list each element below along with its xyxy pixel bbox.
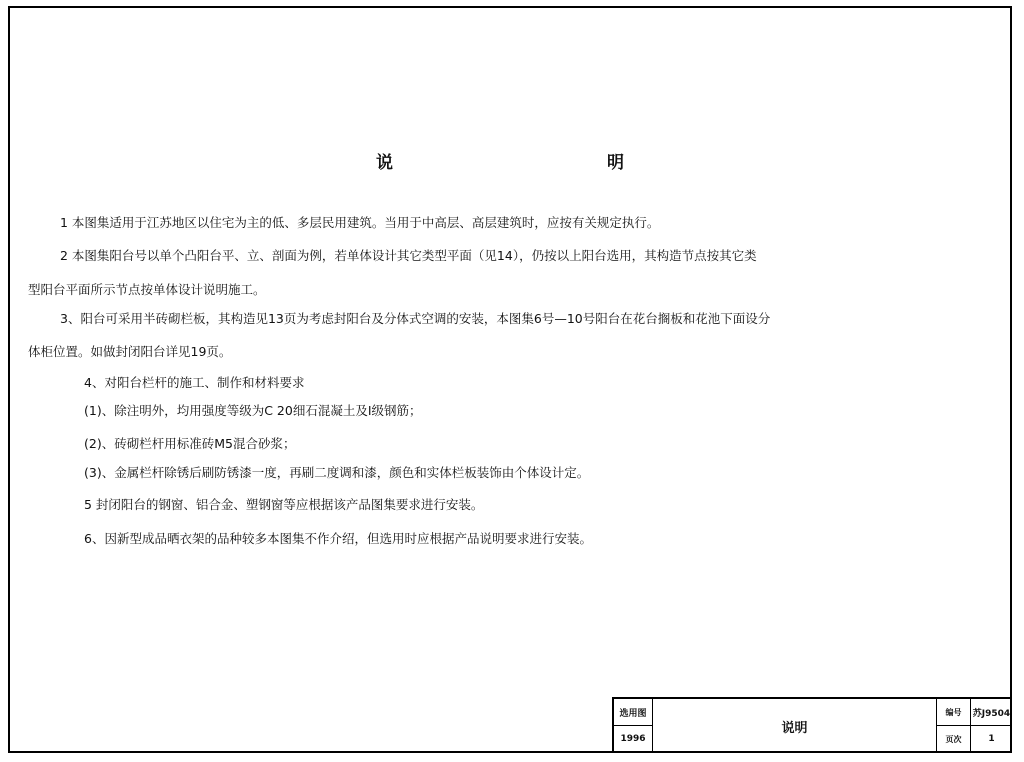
paragraph-2-cont: 型阳台平面所示节点按单体设计说明施工。 xyxy=(28,282,266,297)
paragraph-3-cont: 体柜位置。如做封闭阳台详见19页。 xyxy=(28,344,232,359)
paragraph-1: 1 本图集适用于江苏地区以住宅为主的低、多层民用建筑。当用于中高层、高层建筑时，应按有关规定执行。 xyxy=(60,215,660,230)
paragraph-4: 4、对阳台栏杆的施工、制作和材料要求 xyxy=(84,375,305,390)
paragraph-2: 2 本图集阳台号以单个凸阳台平、立、剖面为例，若单体设计其它类型平面（见14），仍按以上阳台选用，其构造节点按其它类 xyxy=(60,248,757,263)
page-value: 1 xyxy=(988,734,995,744)
paragraph-3: 3、阳台可采用半砖砌栏板，其构造见13页为考虑封阳台及分体式空调的安装，本图集6号—10号阳台在花台搁板和花池下面设分 xyxy=(60,311,771,326)
code-label: 编号 xyxy=(945,707,962,717)
paragraph-4-1: (1)、除注明外，均用强度等级为C 20细石混凝土及Ⅰ级钢筋； xyxy=(84,403,422,418)
paragraph-6: 6、因新型成品晒衣架的品种较多本图集不作介绍，但选用时应根据产品说明要求进行安装。 xyxy=(84,531,592,546)
year-label: 选用图 xyxy=(619,708,647,719)
paragraph-5: 5 封闭阳台的钢窗、铝合金、塑钢窗等应根据该产品图集要求进行安装。 xyxy=(84,497,484,512)
paragraph-4-3: (3)、金属栏杆除锈后刷防锈漆一度，再刷二度调和漆，颜色和实体栏板装饰由个体设计定。 xyxy=(84,465,590,480)
paragraph-4-2: (2)、砖砌栏杆用标准砖M5混合砂浆； xyxy=(84,436,296,451)
title-block xyxy=(612,697,1012,753)
page-label: 页次 xyxy=(945,734,962,744)
drawing-name: 说明 xyxy=(781,720,808,736)
year-value: 1996 xyxy=(620,734,646,744)
document-title: 说 明 xyxy=(376,153,684,173)
code-value: 苏J9504 xyxy=(972,708,1011,719)
